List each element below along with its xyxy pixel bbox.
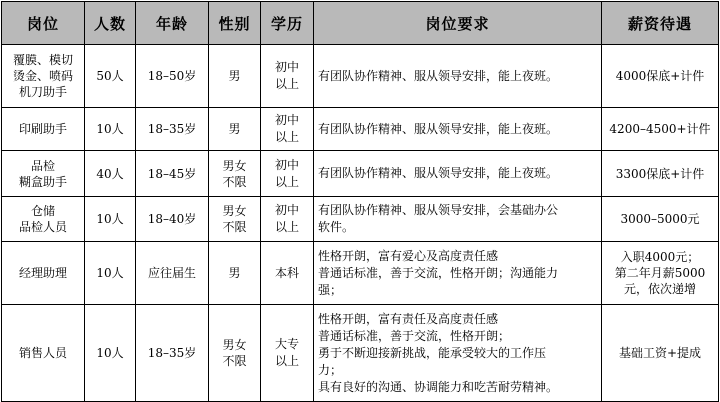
count-cell: 40人 xyxy=(85,151,136,197)
position-line: 糊盒助手 xyxy=(18,174,67,189)
education-line: 初中 xyxy=(274,113,299,127)
requirement-line: 具有良好的沟通、协调能力和吃苦耐劳精神。 xyxy=(318,379,559,394)
position-line: 印刷助手 xyxy=(18,122,67,136)
education-cell xyxy=(261,108,314,151)
header-age: 年龄 xyxy=(136,2,209,45)
salary-line: 3000–5000元 xyxy=(620,212,700,226)
education-line: 初中 xyxy=(274,203,299,217)
table-row xyxy=(2,305,719,402)
gender-cell xyxy=(209,151,261,197)
gender-line: 男女 xyxy=(222,158,247,173)
position-line: 烫金、喷码 xyxy=(12,69,73,83)
count-cell: 10人 xyxy=(85,242,136,305)
education-cell xyxy=(261,45,314,108)
salary-line: 4000保底+计件 xyxy=(615,69,705,83)
requirement-line: 性格开朗，富有爱心及高度责任感 xyxy=(318,248,499,263)
requirement-line: 有团队协作精神、服从领导安排，会基础办公 xyxy=(318,203,559,217)
position-line: 机刀助手 xyxy=(18,85,67,99)
header-gender: 性别 xyxy=(209,2,261,45)
requirement-line: 软件。 xyxy=(318,220,355,234)
salary-line: 第二年月薪5000 xyxy=(614,266,706,280)
requirement-line: 强； xyxy=(318,282,343,297)
position-cell xyxy=(2,242,85,305)
requirement-line: 力； xyxy=(318,362,343,377)
gender-cell xyxy=(209,197,261,242)
gender-line: 不限 xyxy=(222,354,247,368)
gender-line: 男 xyxy=(228,69,241,83)
table-row xyxy=(2,151,719,197)
education-line: 以上 xyxy=(274,220,299,234)
position-cell xyxy=(2,305,85,402)
salary-line: 4200–4500+计件 xyxy=(609,122,711,136)
gender-line: 男 xyxy=(228,266,241,280)
table-row xyxy=(2,108,719,151)
age-cell: 18–45岁 xyxy=(136,151,209,197)
education-line: 大专 xyxy=(274,337,299,351)
salary-line: 元，依次递增 xyxy=(623,282,696,296)
position-cell xyxy=(2,151,85,197)
age-cell: 18–50岁 xyxy=(136,45,209,108)
gender-line: 男 xyxy=(228,122,241,136)
count-cell: 10人 xyxy=(85,305,136,402)
requirements-cell xyxy=(314,197,602,242)
requirements-cell xyxy=(314,151,602,197)
gender-line: 男女 xyxy=(222,338,247,352)
header-salary: 薪资待遇 xyxy=(602,2,719,45)
salary-cell xyxy=(602,197,719,242)
count-cell: 10人 xyxy=(85,108,136,151)
table-row xyxy=(2,45,719,108)
header-row xyxy=(2,2,719,45)
education-line: 以上 xyxy=(274,130,299,144)
requirement-line: 性格开朗，富有责任及高度责任感 xyxy=(318,311,499,326)
education-cell xyxy=(261,305,314,402)
table-row xyxy=(2,197,719,242)
requirement-line: 有团队协作精神、服从领导安排，能上夜班。 xyxy=(318,121,559,136)
header-count: 人数 xyxy=(85,2,136,45)
position-line: 品检人员 xyxy=(18,220,67,234)
education-line: 初中 xyxy=(274,157,299,172)
education-line: 以上 xyxy=(274,174,299,189)
gender-cell xyxy=(209,45,261,108)
salary-cell xyxy=(602,305,719,402)
salary-cell xyxy=(602,45,719,108)
salary-line: 3300保底+计件 xyxy=(615,166,705,181)
gender-line: 不限 xyxy=(222,220,247,234)
position-cell xyxy=(2,45,85,108)
education-line: 以上 xyxy=(274,354,299,368)
gender-cell xyxy=(209,108,261,151)
header-education: 学历 xyxy=(261,2,314,45)
age-cell: 18–35岁 xyxy=(136,305,209,402)
job-table xyxy=(1,1,719,402)
requirements-cell xyxy=(314,305,602,402)
education-line: 以上 xyxy=(274,77,299,91)
position-cell xyxy=(2,197,85,242)
age-cell: 应往届生 xyxy=(136,242,209,305)
requirement-line: 有团队协作精神、服从领导安排，能上夜班。 xyxy=(318,166,559,180)
salary-line: 基础工资+提成 xyxy=(618,346,702,360)
salary-cell xyxy=(602,151,719,197)
requirement-line: 勇于不断迎接新挑战，能承受较大的工作压 xyxy=(318,345,547,360)
salary-line: 入职4000元； xyxy=(620,250,700,264)
requirement-line: 普通话标准，善于交流，性格开朗； xyxy=(318,328,511,343)
requirement-line: 有团队协作精神、服从领导安排，能上夜班。 xyxy=(318,68,559,83)
education-cell xyxy=(261,151,314,197)
education-cell xyxy=(261,197,314,242)
position-line: 经理助理 xyxy=(18,266,67,280)
salary-cell xyxy=(602,108,719,151)
education-cell xyxy=(261,242,314,305)
requirements-cell xyxy=(314,108,602,151)
gender-line: 不限 xyxy=(222,174,247,189)
age-cell: 18–35岁 xyxy=(136,108,209,151)
position-line: 覆膜、模切 xyxy=(12,53,73,67)
position-cell xyxy=(2,108,85,151)
position-line: 仓储 xyxy=(30,204,55,218)
salary-cell xyxy=(602,242,719,305)
education-line: 初中 xyxy=(274,60,299,74)
header-requirements: 岗位要求 xyxy=(314,2,602,45)
education-line: 本科 xyxy=(274,265,299,280)
position-line: 销售人员 xyxy=(18,346,67,360)
table-row xyxy=(2,242,719,305)
age-cell: 18–40岁 xyxy=(136,197,209,242)
header-position: 岗位 xyxy=(2,2,85,45)
position-line: 品检 xyxy=(30,158,55,173)
gender-cell xyxy=(209,305,261,402)
requirements-cell xyxy=(314,45,602,108)
count-cell: 50人 xyxy=(85,45,136,108)
count-cell: 10人 xyxy=(85,197,136,242)
gender-cell xyxy=(209,242,261,305)
requirement-line: 普通话标准，善于交流，性格开朗；沟通能力 xyxy=(318,265,559,280)
gender-line: 男女 xyxy=(222,204,247,218)
requirements-cell xyxy=(314,242,602,305)
